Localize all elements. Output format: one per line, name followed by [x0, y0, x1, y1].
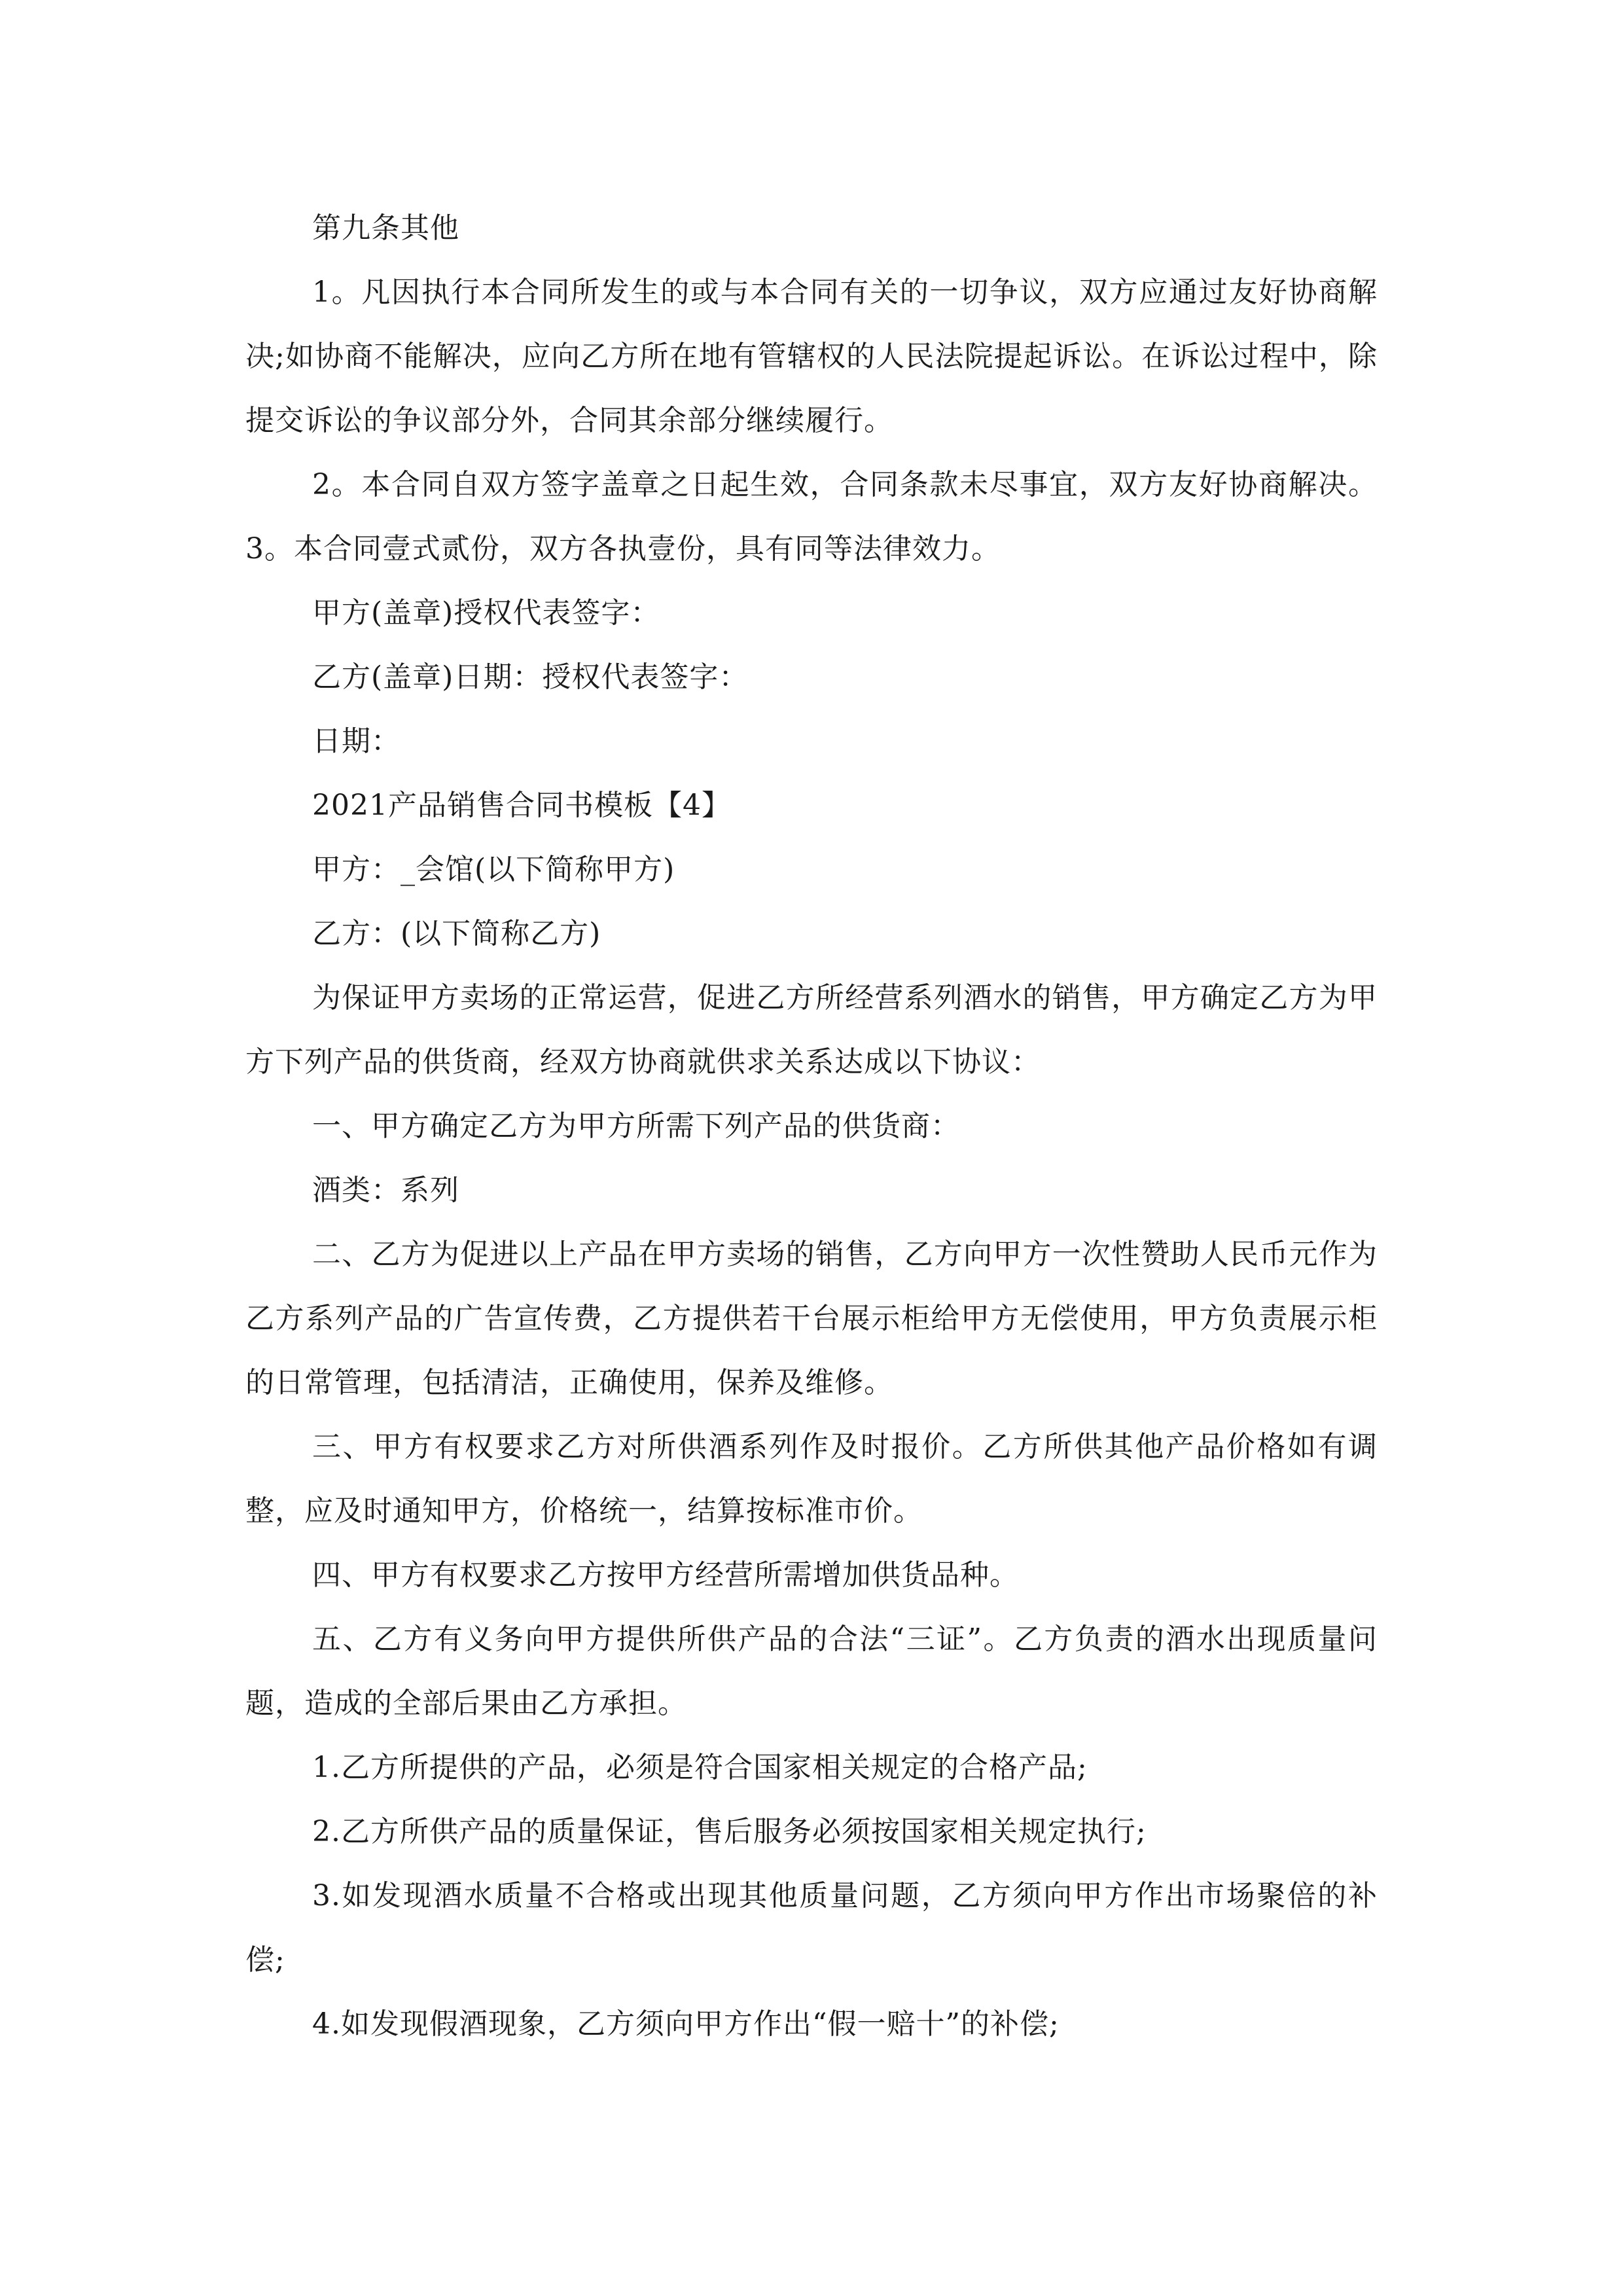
clause-one: 一、甲方确定乙方为甲方所需下列产品的供货商：	[312, 1109, 960, 1143]
clause-five-item-1: 1.乙方所提供的产品，必须是符合国家相关规定的合格产品;	[312, 1751, 1088, 1784]
party-b-line: 乙方：(以下简称乙方)	[312, 917, 601, 950]
clause-five-item-4: 4.如发现假酒现象，乙方须向甲方作出“假一赔十”的补偿;	[312, 2007, 1060, 2041]
party-a-line: 甲方：_会馆(以下简称甲方)	[312, 853, 675, 886]
product-category: 酒类：系列	[312, 1174, 459, 1207]
clause-two: 二、乙方为促进以上产品在甲方卖场的销售，乙方向甲方一次性赞助人民币元作为乙方系列产品的广告宣传费，乙方提供若干台展示柜给甲方无偿使用，甲方负责展示柜的日常管理，包括清洁，正确使用，保养及维修。	[245, 1238, 1378, 1399]
clause-four: 四、甲方有权要求乙方按甲方经营所需增加供货品种。	[312, 1558, 1019, 1592]
signature-party-b: 乙方(盖章)日期：授权代表签字：	[312, 660, 749, 694]
clause-three: 三、甲方有权要求乙方对所供酒系列作及时报价。乙方所供其他产品价格如有调整，应及时通知甲方，价格统一，结算按标准市价。	[245, 1430, 1378, 1528]
signature-party-a: 甲方(盖章)授权代表签字：	[312, 596, 660, 630]
paragraph-effectiveness: 2。本合同自双方签字盖章之日起生效，合同条款未尽事宜，双方友好协商解决。3。本合同壹式贰份，双方各执壹份，具有同等法律效力。	[245, 468, 1378, 565]
clause-five: 五、乙方有义务向甲方提供所供产品的合法“三证”。乙方负责的酒水出现质量问题，造成的全部后果由乙方承担。	[245, 1623, 1378, 1720]
article-nine-heading: 第九条其他	[312, 211, 459, 245]
clause-five-item-2: 2.乙方所供产品的质量保证，售后服务必须按国家相关规定执行;	[312, 1815, 1147, 1848]
clause-five-item-3: 3.如发现酒水质量不合格或出现其他质量问题，乙方须向甲方作出市场聚倍的补偿;	[245, 1879, 1378, 1977]
contract-title: 2021产品销售合同书模板【4】	[312, 789, 731, 822]
signature-date: 日期：	[312, 725, 401, 758]
document-body	[245, 196, 1378, 2056]
paragraph-dispute-resolution: 1。凡因执行本合同所发生的或与本合同有关的一切争议，双方应通过友好协商解决;如协商不能解决，应向乙方所在地有管辖权的人民法院提起诉讼。在诉讼过程中，除提交诉讼的争议部分外，合同其余部分继续履行。	[245, 276, 1378, 437]
paragraph-preamble: 为保证甲方卖场的正常运营，促进乙方所经营系列酒水的销售，甲方确定乙方为甲方下列产品的供货商，经双方协商就供求关系达成以下协议：	[245, 981, 1378, 1079]
